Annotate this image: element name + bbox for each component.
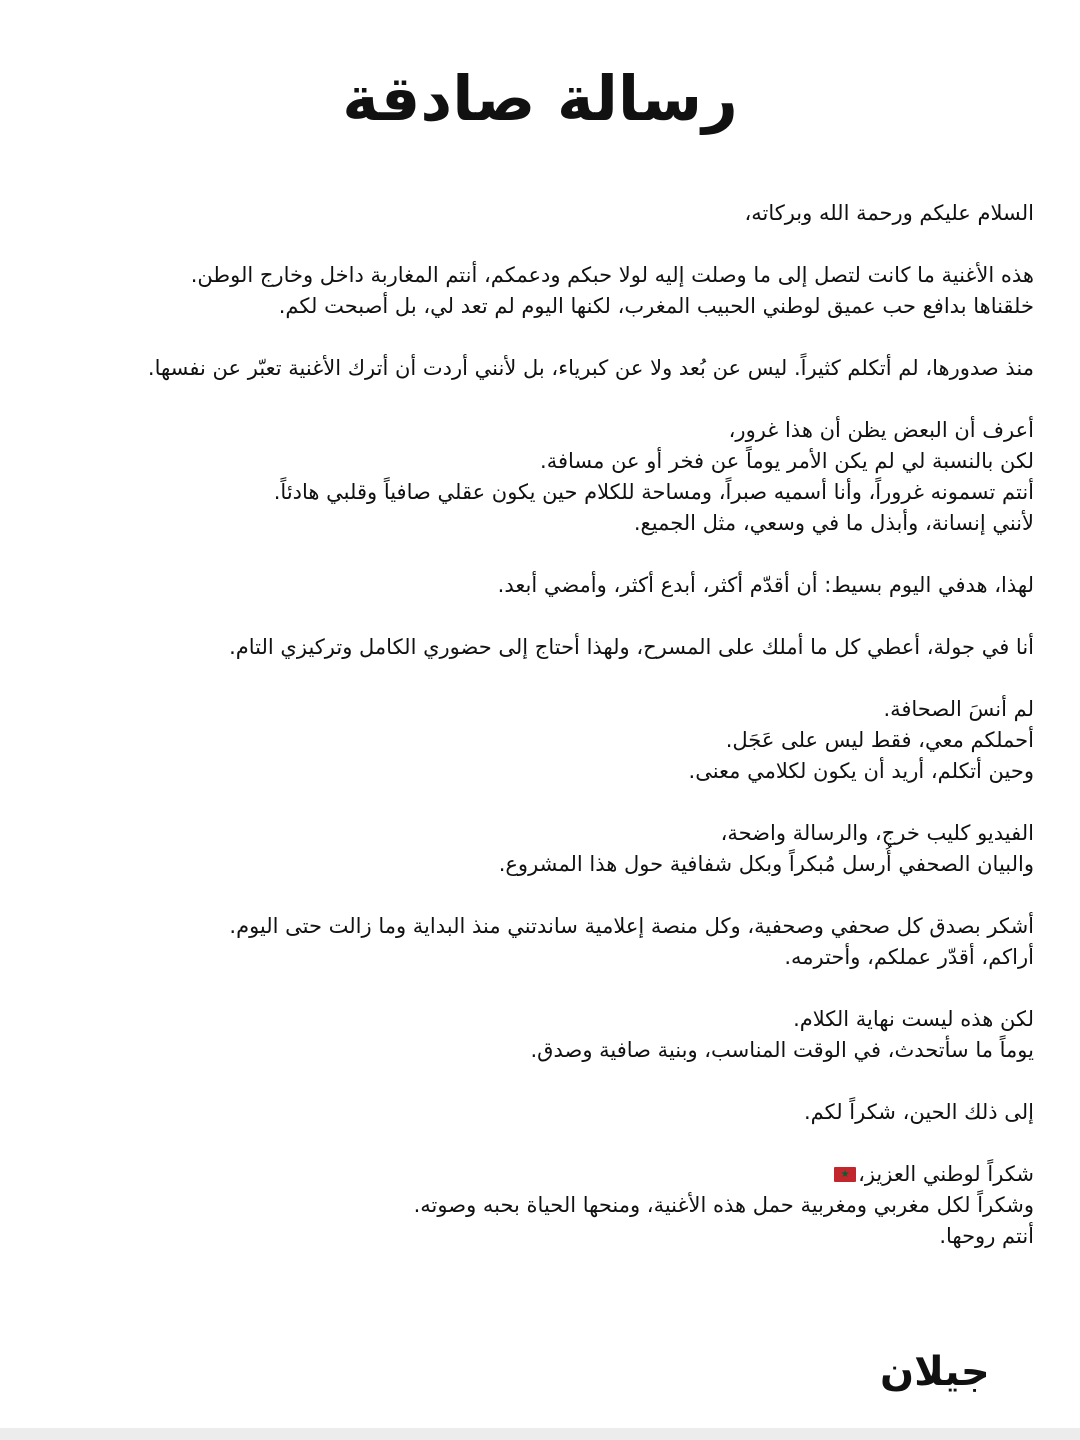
paragraph-song-thanks — [44, 260, 1034, 322]
letter-body — [44, 198, 1034, 1252]
paragraph-line: يوماً ما سأتحدث، في الوقت المناسب، وبنية صافية وصدق. — [530, 1038, 1034, 1062]
paragraph-line: لم أنسَ الصحافة. — [883, 697, 1034, 721]
paragraph-pride — [44, 415, 1034, 539]
paragraph-line: أنا في جولة، أعطي كل ما أملك على المسرح، ولهذا أحتاج إلى حضوري الكامل وتركيزي التام. — [229, 635, 1034, 659]
paragraph-line: والبيان الصحفي أُرسل مُبكراً وبكل شفافية حول هذا المشروع. — [498, 852, 1034, 876]
paragraph-line: الفيديو كليب خرج، والرسالة واضحة، — [720, 821, 1034, 845]
paragraph-video — [44, 818, 1034, 880]
paragraph-line: لكن هذه ليست نهاية الكلام. — [793, 1007, 1034, 1031]
paragraph-line: لكن بالنسبة لي لم يكن الأمر يوماً عن فخر أو عن مسافة. — [540, 449, 1034, 473]
paragraph-silence — [44, 353, 1034, 384]
paragraph-not-the-end — [44, 1004, 1034, 1066]
paragraph-line: وشكراً لكل مغربي ومغربية حمل هذه الأغنية، ومنحها الحياة بحبه وصوته. — [413, 1193, 1034, 1217]
paragraph-goal — [44, 570, 1034, 601]
bottom-strip — [0, 1428, 1080, 1440]
paragraph-line: إلى ذلك الحين، شكراً لكم. — [803, 1100, 1034, 1124]
closing-thanks-line — [44, 1159, 1034, 1190]
paragraph-line: أنتم تسمونه غروراً، وأنا أسميه صبراً، ومساحة للكلام حين يكون عقلي صافياً وقلبي هادئاً. — [273, 480, 1034, 504]
paragraph-line: أنتم روحها. — [939, 1224, 1034, 1248]
paragraph-line: أراكم، أقدّر عملكم، وأحترمه. — [784, 945, 1034, 969]
paragraph-tour — [44, 632, 1034, 663]
closing-thanks-text: شكراً لوطني العزيز، — [858, 1162, 1034, 1186]
morocco-flag-icon — [834, 1167, 856, 1182]
signature: جيلان — [880, 1349, 990, 1395]
paragraph-line: أحملكم معي، فقط ليس على عَجَل. — [725, 728, 1034, 752]
paragraph-line: وحين أتكلم، أريد أن يكون لكلامي معنى. — [688, 759, 1034, 783]
paragraph-line: لأنني إنسانة، وأبذل ما في وسعي، مثل الجميع. — [633, 511, 1034, 535]
paragraph-journalists — [44, 911, 1034, 973]
paragraph-greeting — [44, 198, 1034, 229]
paragraph-line: هذه الأغنية ما كانت لتصل إلى ما وصلت إليه لولا حبكم ودعمكم، أنتم المغاربة داخل وخارج الوطن. — [190, 263, 1034, 287]
page-title: رسالة صادقة — [342, 62, 738, 135]
paragraph-press — [44, 694, 1034, 787]
paragraph-until-then — [44, 1097, 1034, 1128]
paragraph-line: أشكر بصدق كل صحفي وصحفية، وكل منصة إعلامية ساندتني منذ البداية وما زالت حتى اليوم. — [229, 914, 1034, 938]
paragraph-line: منذ صدورها، لم أتكلم كثيراً. ليس عن بُعد ولا عن كبرياء، بل لأنني أردت أن أترك الأغنية تعبّر عن نفسها. — [147, 356, 1034, 380]
paragraph-line: لهذا، هدفي اليوم بسيط: أن أقدّم أكثر، أبدع أكثر، وأمضي أبعد. — [497, 573, 1034, 597]
paragraph-line: خلقناها بدافع حب عميق لوطني الحبيب المغرب، لكنها اليوم لم تعد لي، بل أصبحت لكم. — [278, 294, 1034, 318]
paragraph-line: أعرف أن البعض يظن أن هذا غرور، — [728, 418, 1034, 442]
paragraph-closing — [44, 1159, 1034, 1252]
paragraph-line: السلام عليكم ورحمة الله وبركاته، — [744, 201, 1034, 225]
